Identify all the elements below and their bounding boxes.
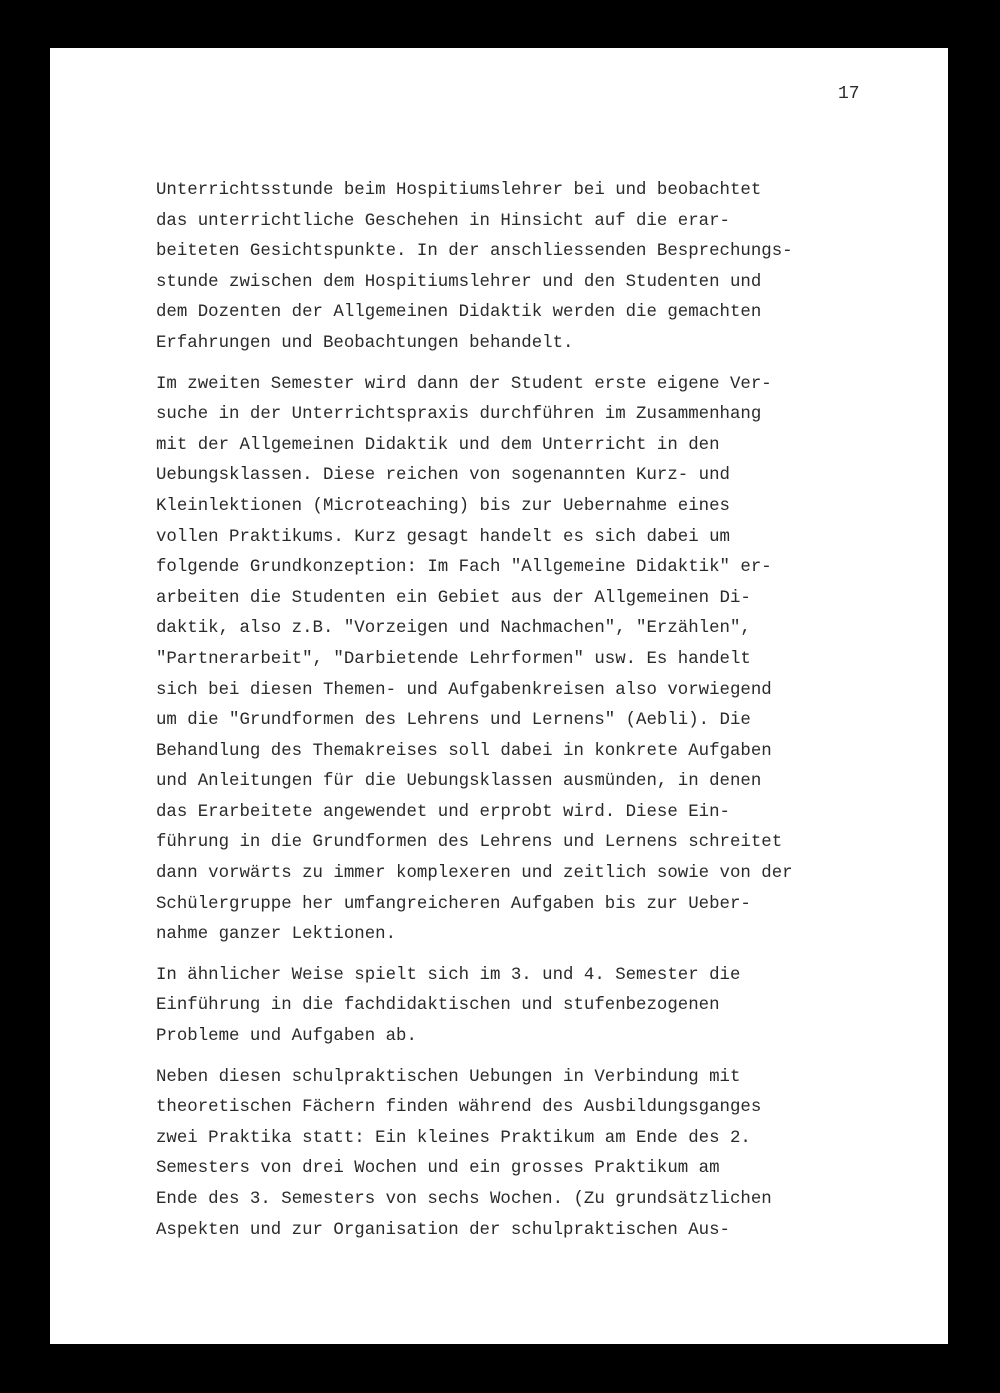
text-line: beiteten Gesichtspunkte. In der anschliessenden Besprechungs- xyxy=(156,242,793,262)
text-line: Semesters von drei Wochen und ein grosses Praktikum am xyxy=(156,1159,720,1179)
text-line: Einführung in die fachdidaktischen und stufenbezogenen xyxy=(156,996,720,1016)
text-line: dem Dozenten der Allgemeinen Didaktik werden die gemachten xyxy=(156,303,762,323)
body-text xyxy=(156,176,876,1246)
text-line: Schülergruppe her umfangreicheren Aufgaben bis zur Ueber- xyxy=(156,894,751,914)
text-line: Ende des 3. Semesters von sechs Wochen. (Zu grundsätzlichen xyxy=(156,1190,772,1209)
text-line: "Partnerarbeit", "Darbietende Lehrformen" usw. Es handelt xyxy=(156,649,751,669)
text-line: und Anleitungen für die Uebungsklassen ausmünden, in denen xyxy=(156,772,762,792)
text-line: arbeiten die Studenten ein Gebiet aus der Allgemeinen Di- xyxy=(156,588,751,608)
text-line: Unterrichtsstunde beim Hospitiumslehrer bei und beobachtet xyxy=(156,181,762,200)
text-line: folgende Grundkonzeption: Im Fach "Allgemeine Didaktik" er- xyxy=(156,558,772,578)
text-line: Neben diesen schulpraktischen Uebungen in Verbindung mit xyxy=(156,1067,741,1087)
paragraph-4 xyxy=(156,1063,876,1247)
text-line: theoretischen Fächern finden während des Ausbildungsganges xyxy=(156,1098,762,1118)
text-line: zwei Praktika statt: Ein kleines Praktikum am Ende des 2. xyxy=(156,1128,751,1148)
paragraph-1 xyxy=(156,176,876,360)
text-line: daktik, also z.B. "Vorzeigen und Nachmachen", "Erzählen", xyxy=(156,619,751,639)
text-line: führung in die Grundformen des Lehrens und Lernens schreitet xyxy=(156,833,783,853)
text-line: das unterrichtliche Geschehen in Hinsicht auf die erar- xyxy=(156,211,730,231)
text-line: sich bei diesen Themen- und Aufgabenkreisen also vorwiegend xyxy=(156,680,772,700)
text-line: um die "Grundformen des Lehrens und Lernens" (Aebli). Die xyxy=(156,711,751,731)
text-line: dann vorwärts zu immer komplexeren und zeitlich sowie von der xyxy=(156,864,793,884)
text-line: Aspekten und zur Organisation der schulpraktischen Aus- xyxy=(156,1220,730,1240)
text-line: Probleme und Aufgaben ab. xyxy=(156,1027,417,1047)
text-line: stunde zwischen dem Hospitiumslehrer und den Studenten und xyxy=(156,272,762,292)
text-line: vollen Praktikums. Kurz gesagt handelt es sich dabei um xyxy=(156,527,730,547)
text-line: suche in der Unterrichtspraxis durchführen im Zusammenhang xyxy=(156,405,762,425)
text-line: mit der Allgemeinen Didaktik und dem Unterricht in den xyxy=(156,435,720,455)
text-line: nahme ganzer Lektionen. xyxy=(156,925,397,945)
text-line: Uebungsklassen. Diese reichen von sogenannten Kurz- und xyxy=(156,466,730,486)
paragraph-3 xyxy=(156,961,876,1053)
paragraph-2 xyxy=(156,370,876,951)
text-line: Behandlung des Themakreises soll dabei in konkrete Aufgaben xyxy=(156,741,772,761)
text-line: Im zweiten Semester wird dann der Student erste eigene Ver- xyxy=(156,374,772,394)
text-line: In ähnlicher Weise spielt sich im 3. und 4. Semester die xyxy=(156,965,741,985)
text-line: das Erarbeitete angewendet und erprobt wird. Diese Ein- xyxy=(156,802,730,822)
page-number: 17 xyxy=(838,84,860,104)
text-line: Kleinlektionen (Microteaching) bis zur Uebernahme eines xyxy=(156,496,730,516)
document-page xyxy=(50,48,948,1344)
text-line: Erfahrungen und Beobachtungen behandelt. xyxy=(156,333,574,353)
